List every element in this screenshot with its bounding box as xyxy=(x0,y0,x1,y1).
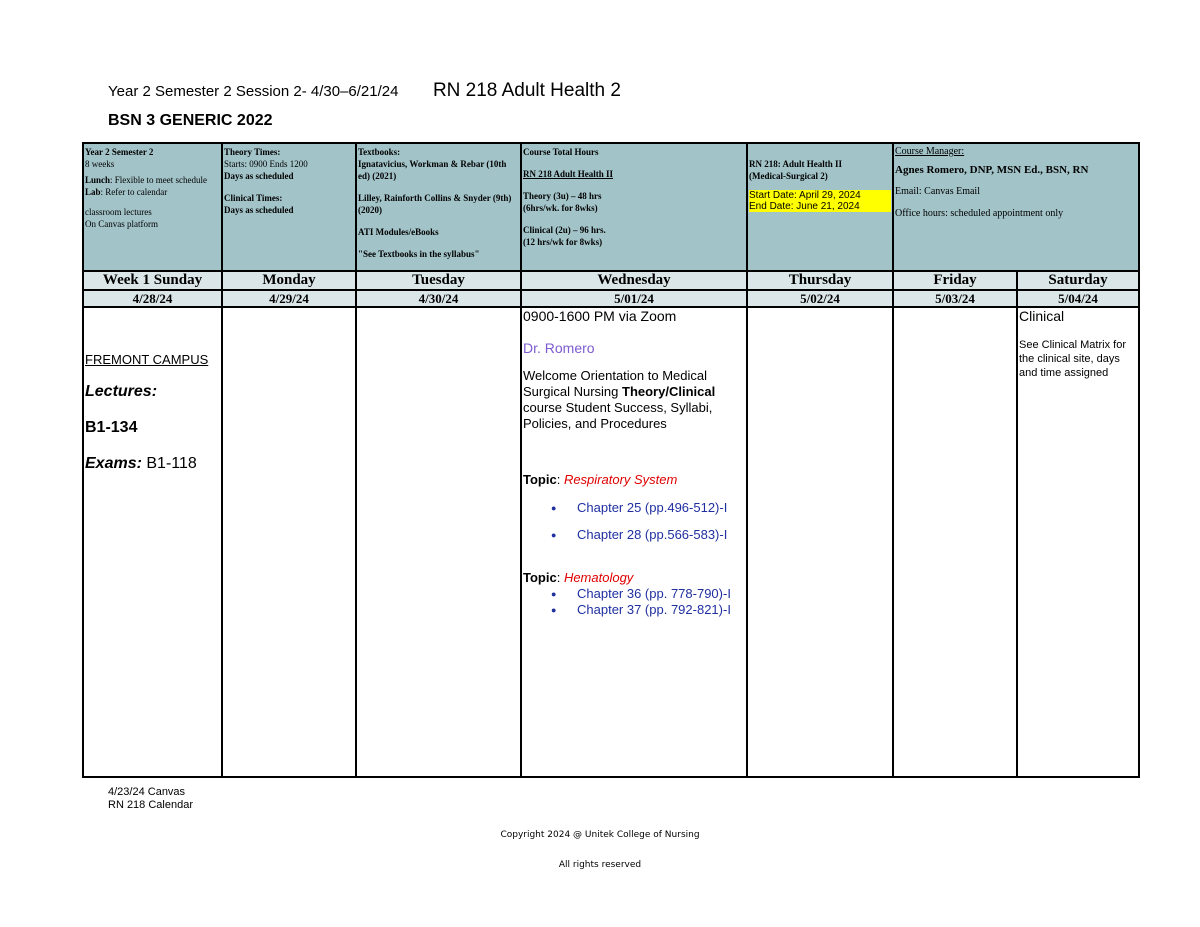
exams-line xyxy=(85,456,220,472)
topic1-chapters xyxy=(523,500,745,543)
hours-label: Course Total Hours xyxy=(523,147,599,157)
session-time: 0900-1600 PM via Zoom xyxy=(523,308,677,324)
date-cell: 4/28/24 xyxy=(83,290,222,307)
lunch-line xyxy=(85,174,220,186)
list-item: ● Chapter 36 (pp. 778-790)-I xyxy=(551,586,745,602)
textbook-1: Ignatavicius, Workman & Rebar (10th ed) (2021) xyxy=(358,159,507,181)
theory-times-label: Theory Times: xyxy=(224,147,281,157)
date-cell: 5/02/24 xyxy=(747,290,893,307)
wednesday-cell xyxy=(521,307,747,777)
date-cell: 5/01/24 xyxy=(521,290,747,307)
start-date: Start Date: April 29, 2024 xyxy=(749,190,861,201)
day-header: Tuesday xyxy=(356,271,521,290)
date-cell: 4/29/24 xyxy=(222,290,356,307)
day-header: Monday xyxy=(222,271,356,290)
list-item: ● Chapter 28 (pp.566-583)-I xyxy=(551,527,745,543)
lab-text: : Refer to calendar xyxy=(100,187,168,197)
course-title: RN 218 Adult Health 2 xyxy=(432,80,621,101)
clinical-hours: Clinical (2u) – 96 hrs. xyxy=(523,225,606,235)
monday-cell xyxy=(222,307,356,777)
theory-days-text: Days as scheduled xyxy=(224,171,294,181)
welcome-text xyxy=(523,368,745,432)
clinical-days-text: Days as scheduled xyxy=(224,205,294,215)
theory-hours: Theory (3u) – 48 hrs xyxy=(523,191,602,201)
topic-name: Hematology xyxy=(563,570,634,585)
saturday-cell xyxy=(1017,307,1139,777)
footnote-date: 4/23/24 Canvas xyxy=(108,786,186,798)
welcome-pre: Welcome Orientation to Medical Surgical Nursing xyxy=(523,368,708,399)
date-cell: 5/03/24 xyxy=(893,290,1017,307)
theory-times-text: Starts: 0900 Ends 1200 xyxy=(224,159,308,169)
info-cell-semester xyxy=(83,143,222,271)
date-highlight xyxy=(749,190,891,212)
topic-respiratory: Topic: Respiratory System xyxy=(523,472,678,487)
copyright: Copyright 2024 @ Unitek College of Nursing xyxy=(500,830,700,840)
course-subtitle: (Medical-Surgical 2) xyxy=(749,171,828,181)
campus-label: FREMONT CAMPUS xyxy=(85,352,209,367)
semester-label: Year 2 Semester 2 xyxy=(85,147,154,157)
course-code-label: RN 218: Adult Health II xyxy=(749,159,843,169)
lunch-label: Lunch xyxy=(85,175,111,185)
friday-cell xyxy=(893,307,1017,777)
info-row xyxy=(83,143,1139,271)
sunday-cell xyxy=(83,307,222,777)
manager-email: Email: Canvas Email xyxy=(895,186,980,197)
textbook-note: "See Textbooks in the syllabus" xyxy=(358,249,480,259)
list-item: ● Chapter 37 (pp. 792-821)-I xyxy=(551,602,745,618)
info-cell-manager xyxy=(893,143,1139,271)
clinical-title: Clinical xyxy=(1019,308,1065,324)
day-header-row xyxy=(83,271,1139,290)
textbook-2: Lilley, Rainforth Collins & Snyder (9th) (2020) xyxy=(358,193,512,215)
topic-label: Topic xyxy=(523,570,557,585)
textbook-ati: ATI Modules/eBooks xyxy=(358,227,439,237)
manager-label: Course Manager: xyxy=(895,146,965,157)
clinical-times-label: Clinical Times: xyxy=(224,193,283,203)
welcome-bold: Theory/Clinical xyxy=(622,384,716,399)
lecture-room: B1-134 xyxy=(85,419,138,436)
list-item: ● Chapter 25 (pp.496-512)-I xyxy=(551,500,745,516)
clinical-hours-detail: (12 hrs/wk for 8wks) xyxy=(523,237,603,247)
week-body-row xyxy=(83,307,1139,777)
info-cell-times xyxy=(222,143,356,271)
date-cell: 5/04/24 xyxy=(1017,290,1139,307)
footnote-title: RN 218 Calendar xyxy=(108,799,193,811)
session-label: Year 2 Semester 2 Session 2- 4/30–6/21/24 xyxy=(108,83,399,100)
day-header: Wednesday xyxy=(521,271,747,290)
date-row xyxy=(83,290,1139,307)
welcome-post: course Student Success, Syllabi, Policies, and Procedures xyxy=(523,400,713,431)
topic-label: Topic xyxy=(523,472,557,487)
lectures-label: Lectures: xyxy=(85,383,158,400)
day-header: Thursday xyxy=(747,271,893,290)
info-cell-hours xyxy=(521,143,747,271)
lab-label: Lab xyxy=(85,187,101,197)
exams-label: Exams: xyxy=(85,455,142,472)
program-title: BSN 3 GENERIC 2022 xyxy=(108,112,273,129)
day-header: Week 1 Sunday xyxy=(83,271,222,290)
weeks-label: 8 weeks xyxy=(85,159,115,169)
exams-room: B1-118 xyxy=(141,455,197,472)
info-cell-dates xyxy=(747,143,893,271)
date-cell: 4/30/24 xyxy=(356,290,521,307)
lunch-text: : Flexible to meet schedule xyxy=(110,175,207,185)
lab-line xyxy=(85,186,220,198)
page-title xyxy=(108,80,621,102)
calendar-table xyxy=(82,142,1140,778)
thursday-cell xyxy=(747,307,893,777)
topic2-chapters xyxy=(523,586,745,618)
course-name-label: RN 218 Adult Health II xyxy=(523,169,614,179)
topic-hematology: Topic: Hematology xyxy=(523,570,634,585)
textbooks-label: Textbooks: xyxy=(358,147,401,157)
clinical-note: See Clinical Matrix for the clinical site, days and time assigned xyxy=(1019,339,1126,379)
footnote xyxy=(108,786,193,812)
rights-reserved: All rights reserved xyxy=(558,860,642,870)
info-cell-textbooks xyxy=(356,143,521,271)
platform-label: On Canvas platform xyxy=(85,219,158,229)
theory-hours-detail: (6hrs/wk. for 8wks) xyxy=(523,203,598,213)
day-header: Friday xyxy=(893,271,1017,290)
end-date: End Date: June 21, 2024 xyxy=(749,201,860,212)
manager-name: Agnes Romero, DNP, MSN Ed., BSN, RN xyxy=(895,164,1089,176)
office-hours: Office hours: scheduled appointment only xyxy=(895,208,1064,219)
classroom-label: classroom lectures xyxy=(85,207,152,217)
topic-name: Respiratory System xyxy=(563,472,678,487)
day-header: Saturday xyxy=(1017,271,1139,290)
tuesday-cell xyxy=(356,307,521,777)
instructor-name: Dr. Romero xyxy=(523,340,595,356)
